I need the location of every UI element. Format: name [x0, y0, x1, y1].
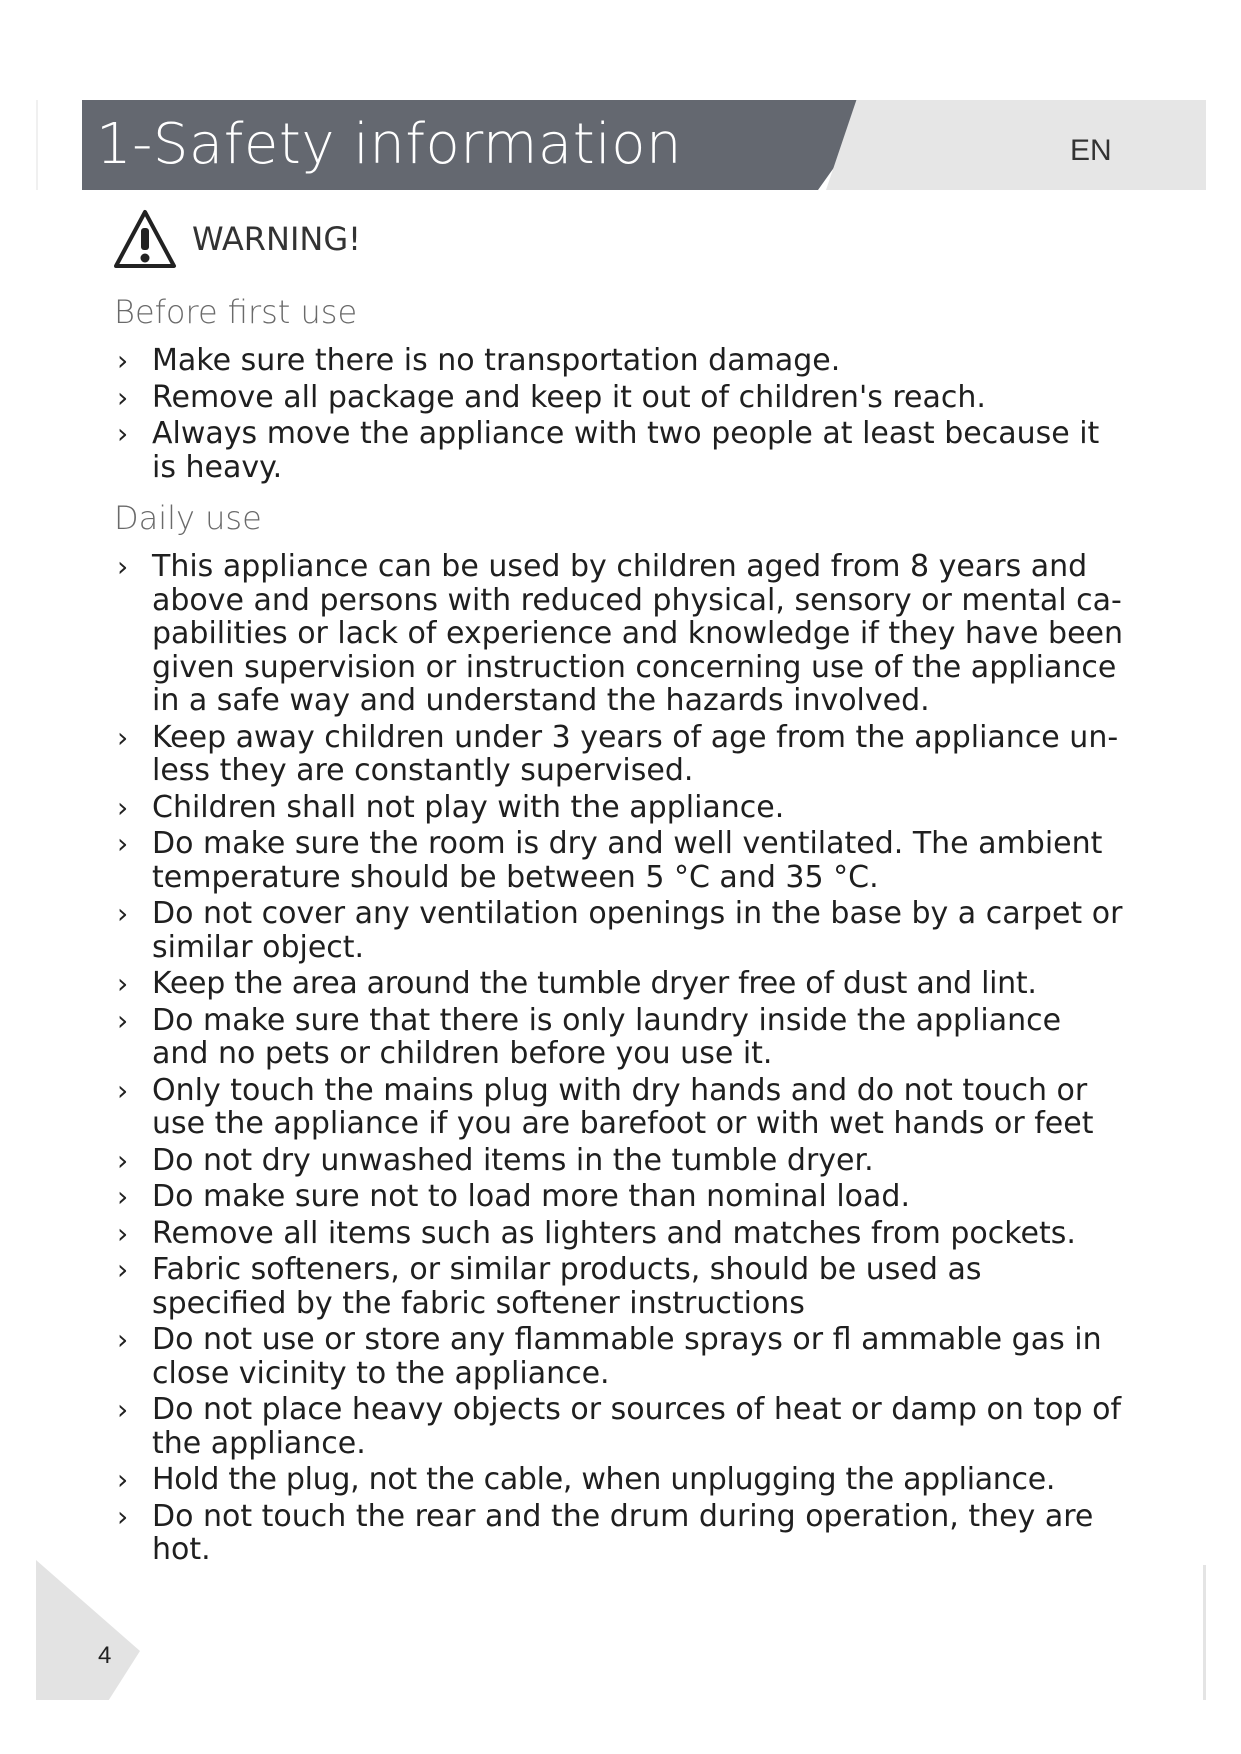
page-number: 4 — [98, 1642, 112, 1669]
list-item: › Make sure there is no transportation damage. — [117, 343, 841, 378]
list-item: › Do not cover any ventilation openings in the base by a carpet or similar object. — [117, 896, 1123, 965]
chevron-right-icon: › — [117, 380, 129, 414]
list-item: › Remove all package and keep it out of children's reach. — [117, 379, 986, 415]
page-corner-tab — [36, 1560, 140, 1700]
warning-callout — [112, 208, 361, 270]
chevron-right-icon: › — [117, 1073, 129, 1107]
list-item: › Remove all items such as lighters and matches from pockets. — [117, 1215, 1076, 1251]
list-item: › Do not dry unwashed items in the tumble dryer. — [117, 1142, 874, 1178]
list-item: › Do not touch the rear and the drum during operation, they are hot. — [117, 1498, 1094, 1567]
chevron-right-icon: › — [117, 1323, 129, 1356]
chevron-right-icon: › — [117, 1180, 129, 1213]
list-item: › Hold the plug, not the cable, when unplugging the appliance. — [117, 1462, 1056, 1497]
warning-label: WARNING! — [192, 220, 361, 258]
chevron-right-icon: › — [117, 417, 129, 450]
language-code: EN — [1070, 134, 1112, 167]
chevron-right-icon: › — [117, 1393, 129, 1426]
warning-triangle-icon — [112, 208, 178, 270]
list-item: › Keep the area around the tumble dryer free of dust and lint. — [117, 966, 1037, 1001]
list-item: › Do not place heavy objects or sources of heat or damp on top of the appliance. — [117, 1392, 1122, 1461]
list-item: › Always move the appliance with two people at least because it is heavy. — [117, 416, 1100, 485]
header-edge-rule — [36, 100, 38, 190]
list-item: › Do make sure not to load more than nominal load. — [117, 1179, 910, 1214]
chevron-right-icon: › — [117, 344, 129, 377]
list-item: › Children shall not play with the appliance. — [117, 789, 785, 825]
chevron-right-icon: › — [117, 1253, 129, 1286]
chevron-right-icon: › — [117, 967, 128, 1000]
list-item: › Fabric softeners, or similar products, should be used as specified by the fabric softener instructions — [117, 1252, 982, 1321]
before-first-use-list — [114, 344, 1124, 484]
chevron-right-icon: › — [117, 1463, 128, 1496]
list-item: › Do make sure the room is dry and well ventilated. The ambient temperature should be between 5 °C and 35 °C. — [117, 826, 1103, 895]
chevron-right-icon: › — [117, 827, 129, 860]
chevron-right-icon: › — [117, 1499, 129, 1533]
list-item: › Only touch the mains plug with dry hands and do not touch or use the appliance if you are barefoot or with wet hands or feet — [117, 1072, 1094, 1141]
safety-content — [114, 292, 1124, 1570]
daily-use-list — [114, 550, 1124, 1567]
chevron-right-icon: › — [117, 790, 129, 824]
chevron-right-icon: › — [117, 1003, 129, 1037]
list-item: › Do make sure that there is only laundry inside the appliance and no pets or children before you use it. — [117, 1002, 1062, 1071]
section-heading-daily-use: Daily use — [114, 499, 262, 537]
list-item: › This appliance can be used by children aged from 8 years and above and persons with reduced physical, sensory or mental ca-pabilities or lack of experience and knowledge if they have been given supervision or instruction concerning use of the appliance in a safe way and understand the hazards involved. — [117, 549, 1124, 718]
chevron-right-icon: › — [117, 720, 129, 754]
page-edge-rule — [1203, 1565, 1206, 1700]
chevron-right-icon: › — [117, 550, 129, 583]
section-heading-before-first-use: Before first use — [114, 293, 358, 331]
chevron-right-icon: › — [117, 1216, 129, 1250]
chevron-right-icon: › — [117, 1143, 129, 1177]
language-tab — [826, 100, 1206, 190]
list-item: › Do not use or store any flammable sprays or fl ammable gas in close vicinity to the appliance. — [117, 1322, 1102, 1391]
page-title: 1-Safety information — [96, 112, 682, 177]
chevron-right-icon: › — [117, 897, 129, 930]
list-item: › Keep away children under 3 years of age from the appliance un-less they are constantly supervised. — [117, 719, 1119, 788]
